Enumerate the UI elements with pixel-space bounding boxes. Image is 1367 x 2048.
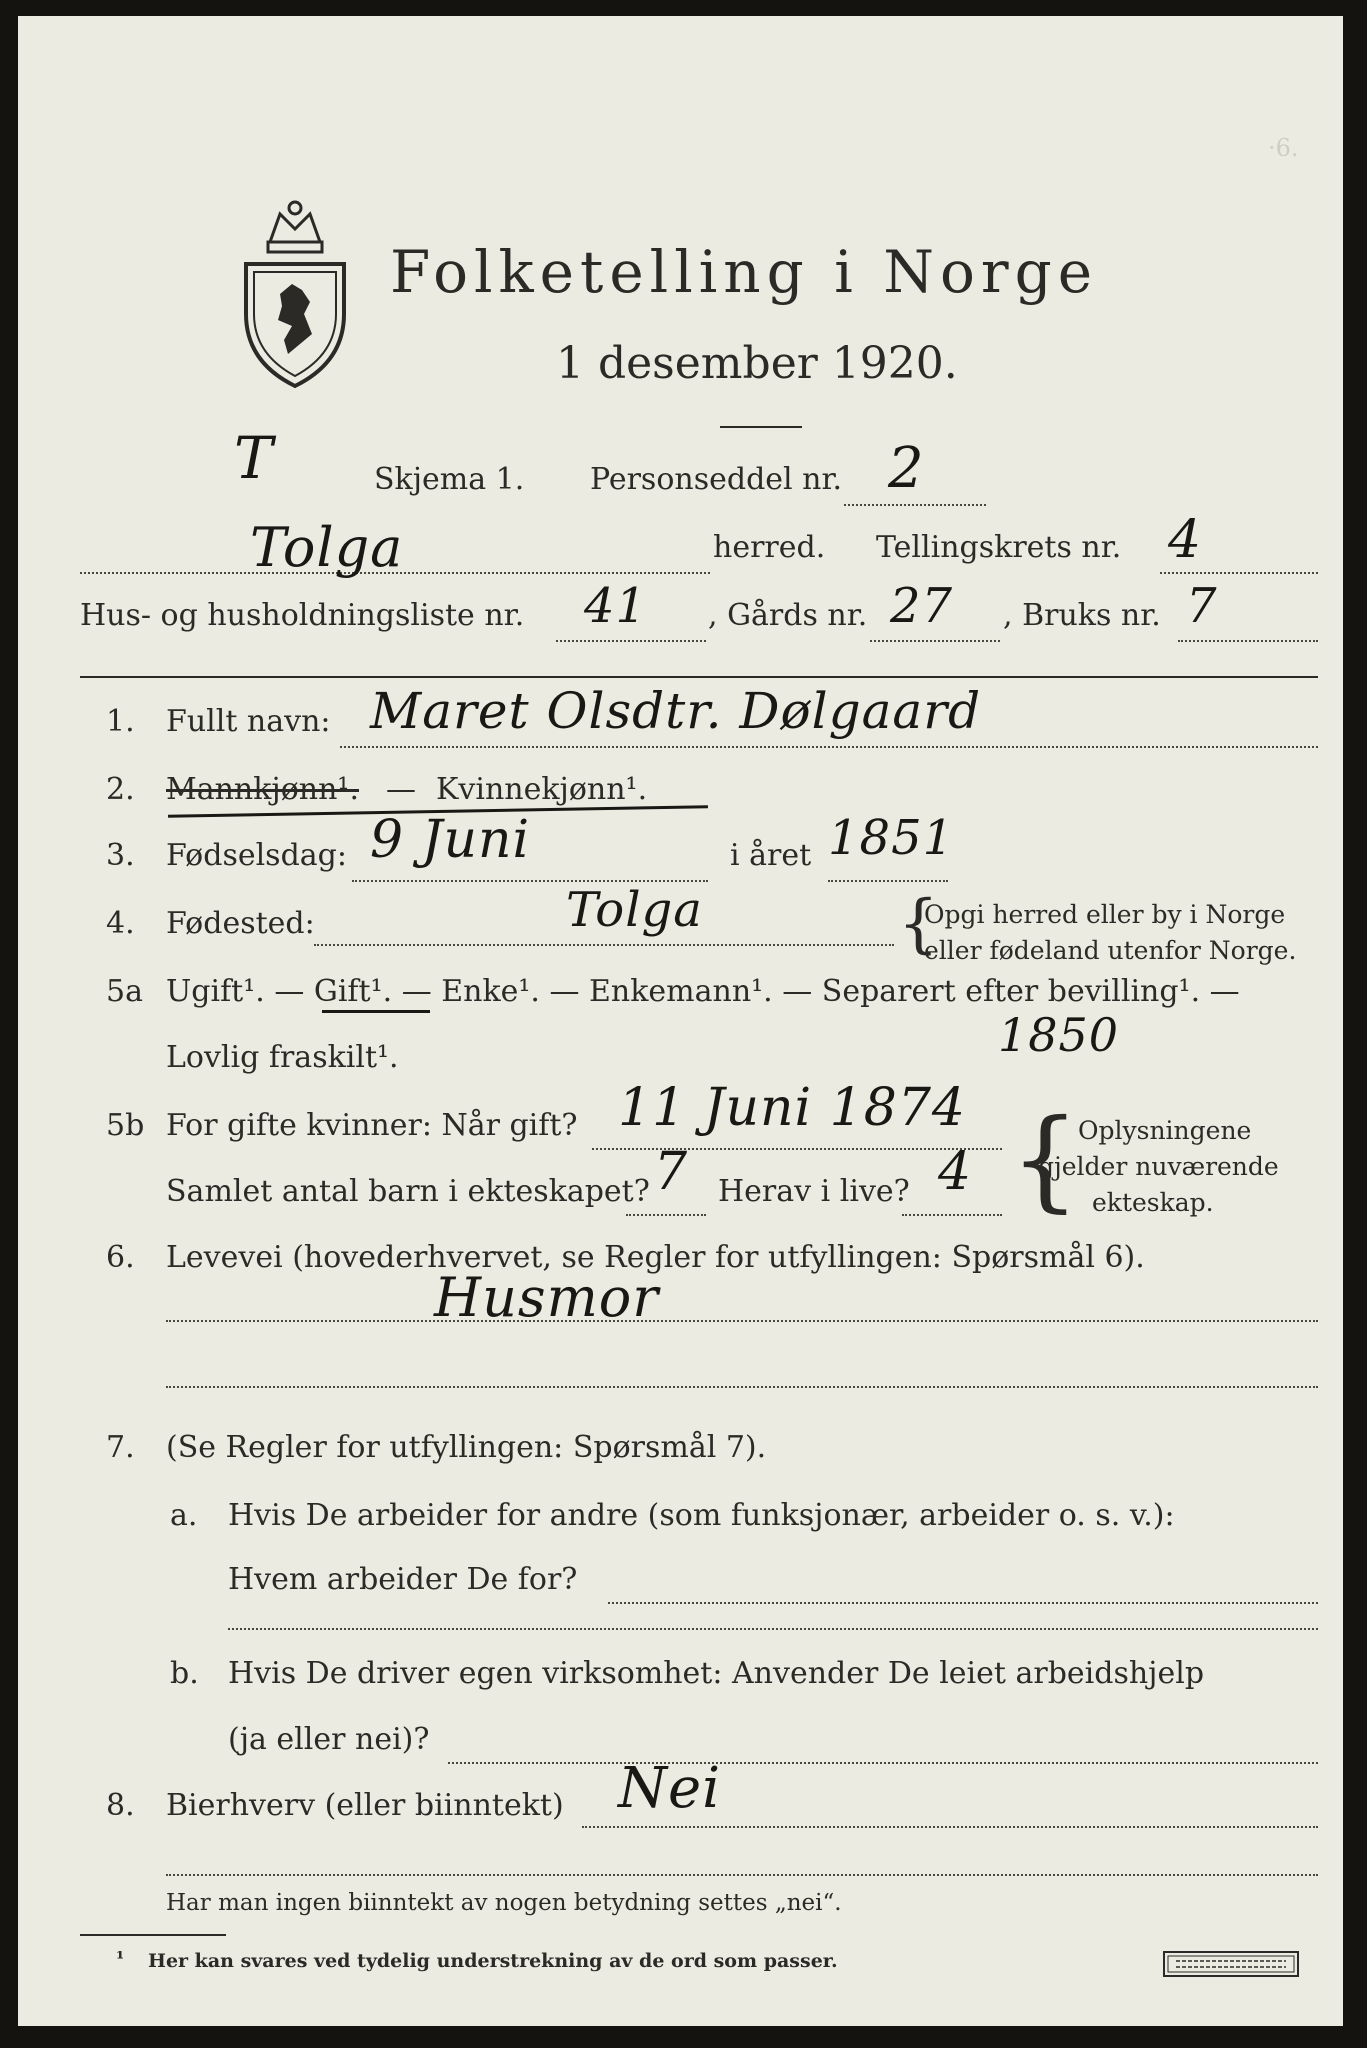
q6-label: Levevei (hovederhvervet, se Regler for utfyllingen: Spørsmål 6).: [166, 1240, 1145, 1275]
q4-value: Tolga: [566, 882, 703, 938]
husholdning-line: [556, 640, 706, 642]
q5b-alive-value: 4: [938, 1142, 973, 1202]
q7b-line: [448, 1762, 1318, 1764]
footer-note: Har man ingen biinntekt av nogen betydning settes „nei“.: [166, 1890, 842, 1916]
q2-number: 2.: [106, 772, 135, 807]
q4-number: 4.: [106, 906, 135, 941]
q5b-married-label: For gifte kvinner: Når gift?: [166, 1108, 578, 1143]
personseddel-value: 2: [888, 436, 925, 501]
q4-note-2: eller fødeland utenfor Norge.: [924, 936, 1297, 965]
footnote-mark: ¹: [116, 1948, 125, 1970]
herred-initial-mark: T: [234, 424, 274, 492]
q6-value: Husmor: [434, 1266, 660, 1329]
q5a-options-cont: Lovlig fraskilt¹.: [166, 1040, 399, 1075]
q2-female-option: Kvinnekjønn¹.: [436, 772, 648, 807]
coat-of-arms-icon: [240, 194, 350, 402]
q7a-text: Hvis De arbeider for andre (som funksjonær, arbeider o. s. v.):: [228, 1498, 1175, 1533]
q3-value: 9 Juni: [370, 810, 531, 870]
gards-label: , Gårds nr.: [708, 598, 868, 633]
footnote-text: Her kan svares ved tydelig understrekning av de ord som passer.: [148, 1950, 838, 1972]
bruks-value: 7: [1186, 578, 1218, 634]
q5b-children-label: Samlet antal barn i ekteskapet?: [166, 1174, 650, 1209]
bruks-line: [1178, 640, 1318, 642]
q3-year-label: i året: [730, 838, 812, 873]
q4-line: [314, 944, 894, 946]
form-title: Folketelling i Norge: [390, 238, 1099, 306]
gards-value: 27: [890, 578, 954, 634]
title-rule: [720, 426, 802, 428]
q1-line: [340, 746, 1318, 748]
q2-separator: —: [386, 772, 416, 807]
schema-label: Skjema 1.: [374, 462, 525, 497]
q7-label: (Se Regler for utfyllingen: Spørsmål 7).: [166, 1430, 767, 1465]
q5a-options: Ugift¹. — Gift¹. — Enke¹. — Enkemann¹. — Separert efter bevilling¹. —: [166, 974, 1240, 1009]
header-rule: [80, 676, 1318, 678]
q7a-letter: a.: [170, 1498, 198, 1533]
q5b-brace: {: [1010, 1095, 1080, 1223]
bleed-through: ·6.: [1268, 134, 1299, 162]
q4-note-1: Opgi herred eller by i Norge: [924, 900, 1286, 929]
q5b-married-value: 11 Juni 1874: [618, 1078, 967, 1138]
q7a-line-1: [608, 1602, 1318, 1604]
gards-line: [870, 640, 1000, 642]
q2-male-option: Mannkjønn¹.: [166, 772, 359, 807]
tellingskrets-line: [1160, 572, 1318, 574]
q5b-note-2: gjelder nuværende: [1038, 1152, 1279, 1181]
q4-brace: {: [898, 887, 939, 961]
q7b-text: Hvis De driver egen virksomhet: Anvender De leiet arbeidshjelp: [228, 1656, 1205, 1691]
husholdning-label: Hus- og husholdningsliste nr.: [80, 598, 525, 633]
q8-number: 8.: [106, 1788, 135, 1823]
personseddel-line: [844, 504, 986, 506]
q3-year-value: 1851: [828, 810, 955, 866]
printer-stamp-icon: [1162, 1950, 1300, 1986]
q8-value: Nei: [618, 1756, 722, 1821]
census-date: 1 desember 1920.: [556, 338, 958, 389]
tellingskrets-label: Tellingskrets nr.: [876, 530, 1122, 565]
q3-label: Fødselsdag:: [166, 838, 347, 873]
q7a-question: Hvem arbeider De for?: [228, 1562, 578, 1597]
q4-label: Fødested:: [166, 906, 315, 941]
personseddel-label: Personseddel nr.: [590, 462, 843, 497]
q6-line-1: [166, 1320, 1318, 1322]
footnote-rule: [80, 1934, 226, 1936]
q5b-note-3: ekteskap.: [1092, 1188, 1214, 1217]
q5a-annotation: 1850: [998, 1008, 1120, 1062]
q7a-line-2: [228, 1628, 1318, 1630]
q8-line-2: [166, 1874, 1318, 1876]
q7b-question: (ja eller nei)?: [228, 1722, 430, 1757]
q5a-number: 5a: [106, 974, 143, 1009]
q1-number: 1.: [106, 704, 135, 739]
husholdning-value: 41: [584, 578, 648, 634]
q8-line-1: [582, 1826, 1318, 1828]
q6-number: 6.: [106, 1240, 135, 1275]
q5a-gift-underline: [322, 1010, 430, 1013]
q1-value: Maret Olsdtr. Dølgaard: [370, 682, 982, 740]
tellingskrets-value: 4: [1168, 510, 1203, 570]
q5b-children-line: [626, 1214, 706, 1216]
q8-label: Bierhverv (eller biinntekt): [166, 1788, 564, 1823]
bruks-label: , Bruks nr.: [1003, 598, 1161, 633]
q6-line-2: [166, 1386, 1318, 1388]
q1-label: Fullt navn:: [166, 704, 331, 739]
q3-year-line: [828, 880, 948, 882]
q5b-alive-line: [902, 1214, 1002, 1216]
q3-number: 3.: [106, 838, 135, 873]
q5b-number: 5b: [106, 1108, 145, 1143]
q5b-alive-label: Herav i live?: [718, 1174, 910, 1209]
census-form: [18, 16, 1343, 2026]
q5b-note-1: Oplysningene: [1078, 1116, 1252, 1145]
q7-number: 7.: [106, 1430, 135, 1465]
q5b-children-value: 7: [654, 1142, 689, 1202]
herred-label: herred.: [713, 530, 826, 565]
herred-value: Tolga: [250, 516, 404, 579]
q7b-letter: b.: [170, 1656, 199, 1691]
